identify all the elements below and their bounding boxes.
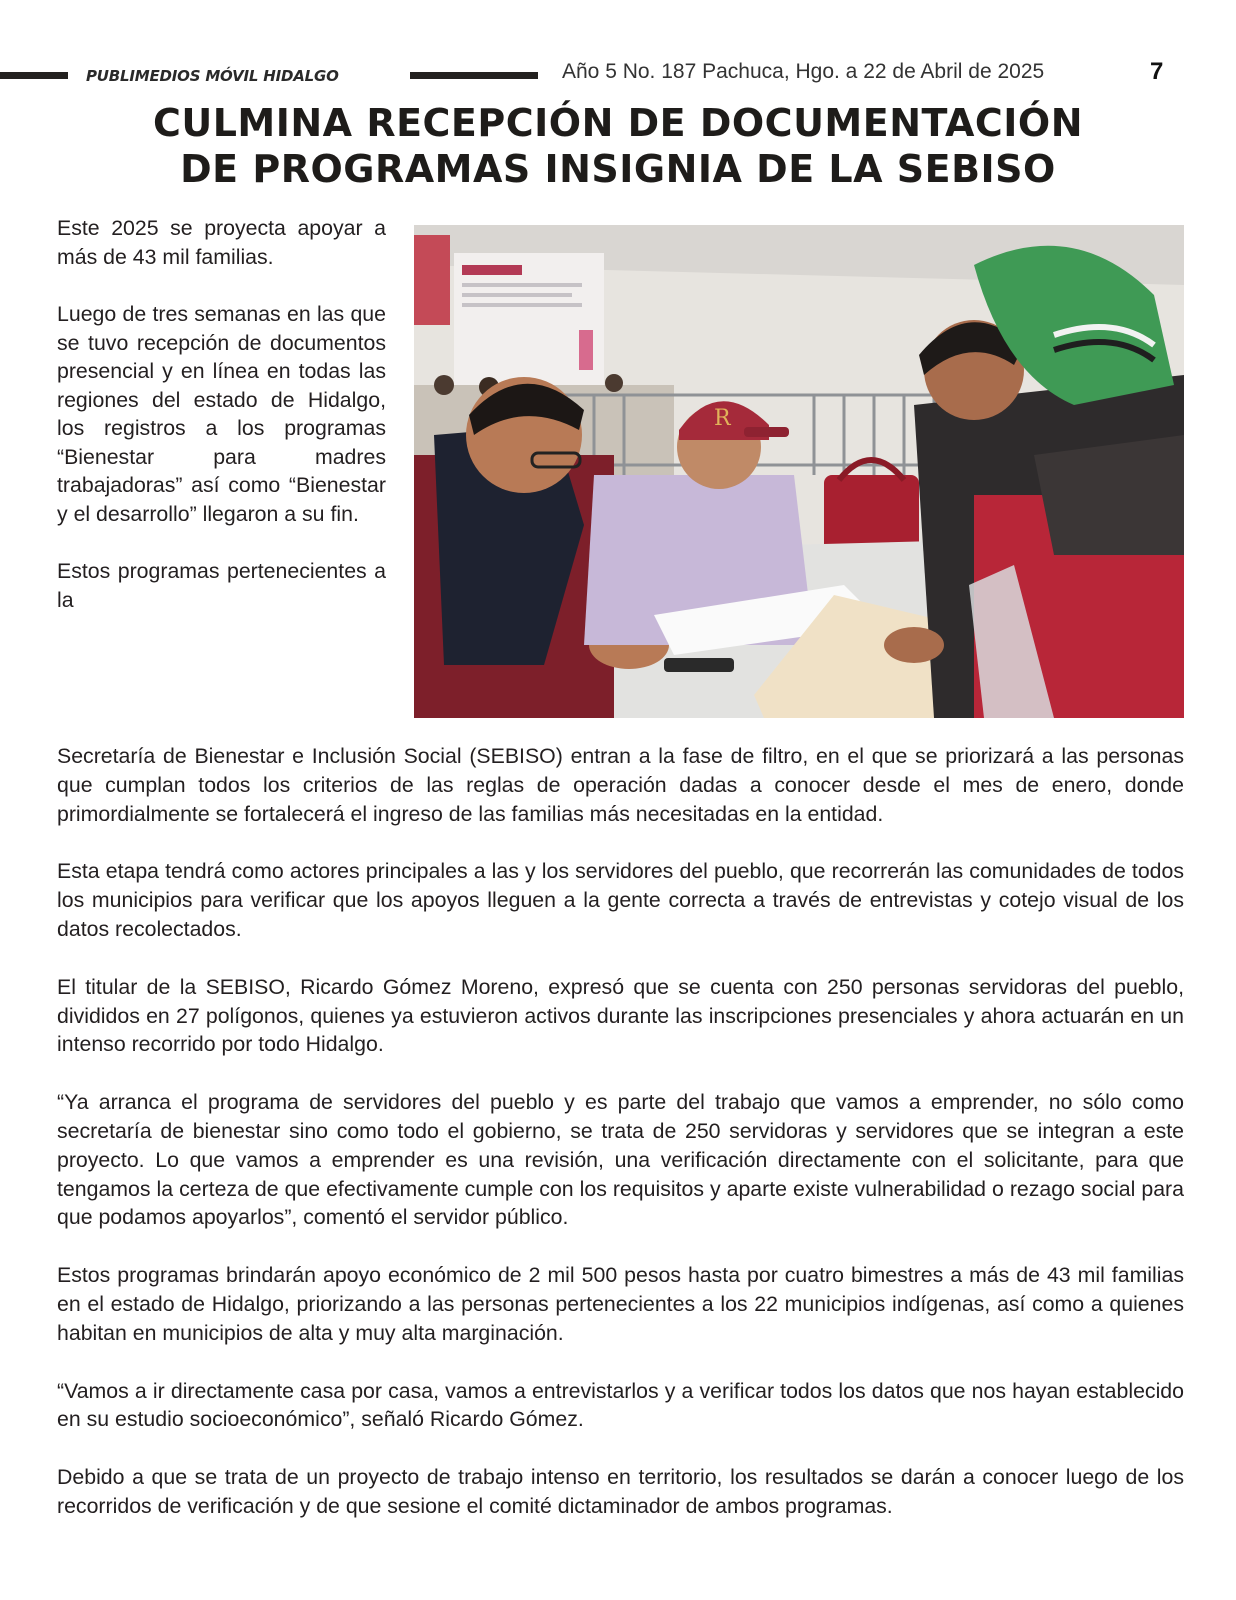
masthead: PUBLIMEDIOS MÓVIL HIDALGO bbox=[86, 67, 339, 85]
header-rule-middle bbox=[410, 72, 538, 79]
headline-line-2: DE PROGRAMAS INSIGNIA DE LA SEBISO bbox=[180, 147, 1056, 191]
page-number: 7 bbox=[1150, 58, 1164, 85]
intro-paragraph: Este 2025 se proyecta apoyar a más de 43 mil familias. bbox=[57, 216, 386, 269]
article-headline bbox=[60, 100, 1176, 192]
body-paragraph: Debido a que se trata de un proyecto de trabajo intenso en territorio, los resultados se darán a conocer luego de los recorridos de verificación y de que sesione el comité dictaminador de ambos programas. bbox=[57, 1465, 1184, 1518]
body-paragraph: Secretaría de Bienestar e Inclusión Social (SEBISO) entran a la fase de filtro, en el que se priorizará a las personas que cumplan todos los criterios de las reglas de operación dadas a conocer desde el mes de enero, donde primordialmente se fortalecerá el ingreso de las familias más necesitadas en la entidad. bbox=[57, 744, 1184, 826]
news-photo-icon bbox=[414, 225, 1184, 718]
body-paragraph: “Ya arranca el programa de servidores del pueblo y es parte del trabajo que vamos a emprender, no sólo como secretaría de bienestar sino como todo el gobierno, se trata de 250 servidoras y servidores que se integran a este proyecto. Lo que vamos a emprender es una revisión, una verificación directamente con el solicitante, para que tengamos la certeza de que efectivamente cumple con los requisitos y aparte existe vulnerabilidad o rezago social para que podamos apoyarlos”, comentó el servidor público. bbox=[57, 1090, 1184, 1230]
body-paragraph: Estos programas brindarán apoyo económico de 2 mil 500 pesos hasta por cuatro bimestres a más de 43 mil familias en el estado de Hidalgo, priorizando a las personas pertenecientes a los 22 municipios indígenas, así como a quienes habitan en municipios de alta y muy alta marginación. bbox=[57, 1263, 1184, 1345]
article-body bbox=[57, 742, 1184, 1550]
body-paragraph: Esta etapa tendrá como actores principales a las y los servidores del pueblo, que recorrerán las comunidades de todos los municipios para verificar que los apoyos lleguen a la gente correcta a través de entrevistas y cotejo visual de los datos recolectados. bbox=[57, 859, 1184, 941]
body-paragraph: “Vamos a ir directamente casa por casa, vamos a entrevistarlos y a verificar todos los datos que nos hayan establecido en su estudio socioeconómico”, señaló Ricardo Gómez. bbox=[57, 1378, 1184, 1432]
intro-paragraph: Luego de tres semanas en las que se tuvo recepción de documentos presencial y en línea en todas las regiones del estado de Hidalgo, los registros a los programas “Bienestar para madres trabajadoras” así como “Bienestar y el desarrollo” llegaron a su fin. bbox=[57, 302, 386, 526]
page-header bbox=[0, 58, 1236, 92]
header-rule-left bbox=[0, 72, 68, 79]
news-photo bbox=[414, 225, 1184, 718]
intro-paragraph: Estos programas pertenecientes a la bbox=[57, 559, 386, 612]
headline-line-1: CULMINA RECEPCIÓN DE DOCUMENTACIÓN bbox=[152, 101, 1084, 145]
issue-info: Año 5 No. 187 Pachuca, Hgo. a 22 de Abril de 2025 bbox=[562, 60, 1045, 83]
svg-text:R: R bbox=[714, 406, 731, 431]
intro-column bbox=[57, 214, 386, 643]
body-paragraph: El titular de la SEBISO, Ricardo Gómez Moreno, expresó que se cuenta con 250 personas servidoras del pueblo, divididos en 27 polígonos, quienes ya estuvieron activos durante las inscripciones presenciales y ahora actuarán en un intenso recorrido por todo Hidalgo. bbox=[57, 974, 1184, 1057]
